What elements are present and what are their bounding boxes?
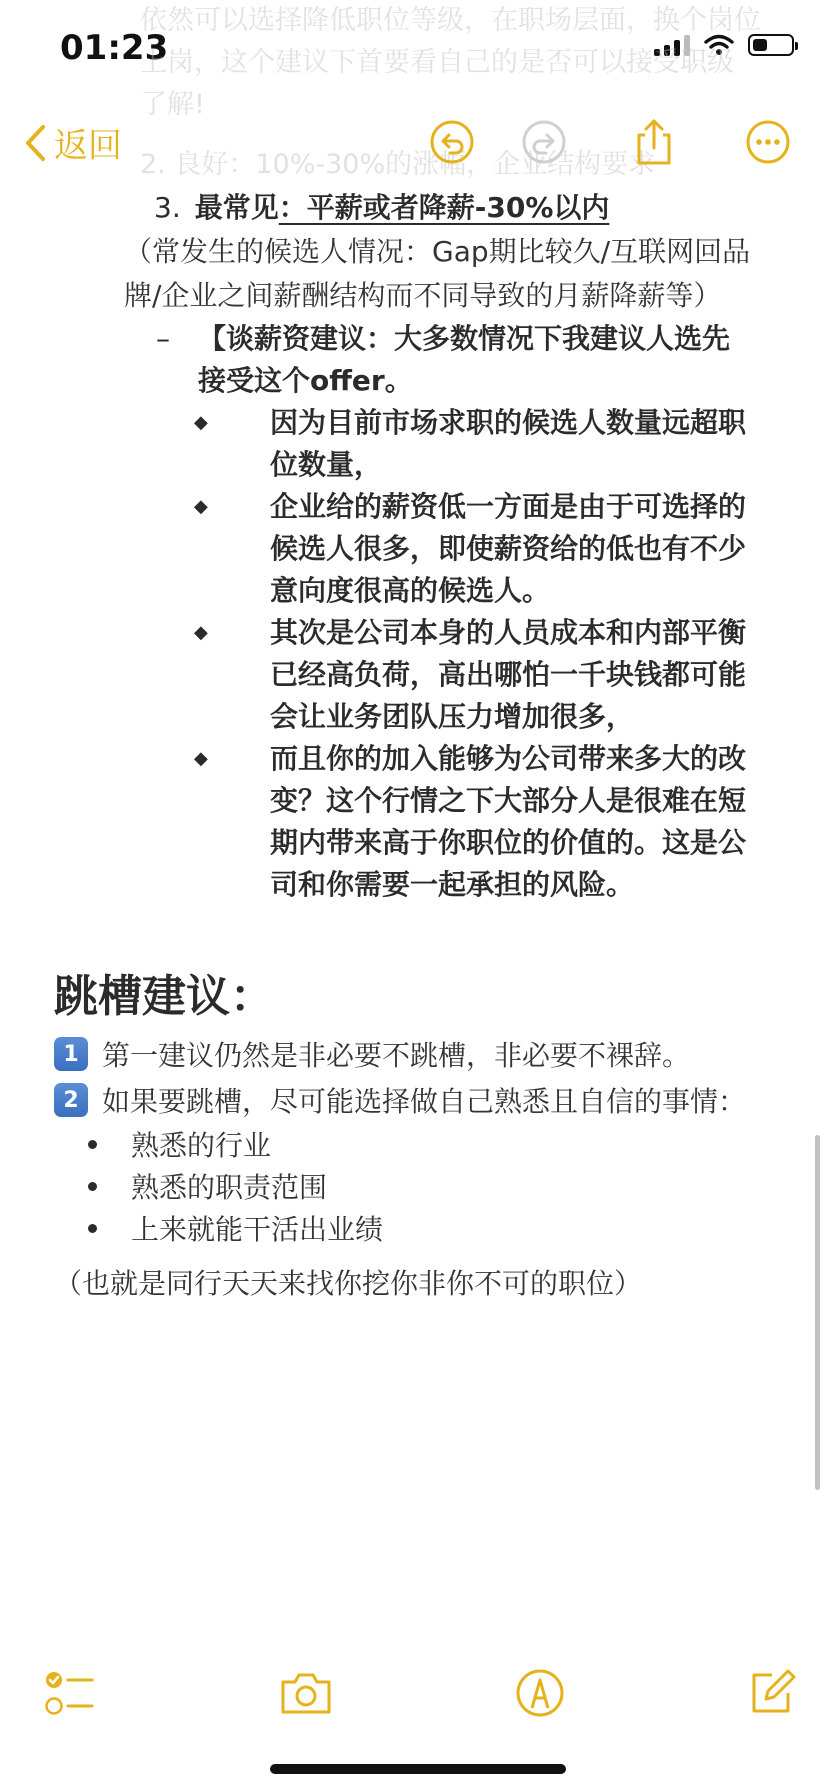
diamond-bullet-icon: ◆ — [194, 748, 208, 769]
sub-item-text: 因为目前市场求职的候选人数量远超职位数量， — [270, 406, 747, 481]
numbered-text: 如果要跳槽，尽可能选择做自己熟悉且自信的事情： — [102, 1085, 747, 1118]
sub-item-text: 其次是公司本身的人员成本和内部平衡已经高负荷，高出哪怕一千块钱都可能会让业务团队压力增加很多， — [270, 616, 747, 733]
list-lead: 最常见 — [194, 191, 279, 224]
dash-item — [156, 318, 756, 402]
bullet-dot-icon — [88, 1140, 97, 1149]
vertical-scrollbar[interactable] — [815, 1135, 820, 1490]
back-label: 返回 — [54, 126, 122, 166]
section-heading: 跳槽建议： — [54, 971, 274, 1022]
bullet-item — [88, 1208, 383, 1248]
share-icon[interactable] — [630, 118, 678, 166]
diamond-bullet-icon: ◆ — [194, 412, 208, 433]
keycap-one-icon: 1 — [54, 1037, 88, 1071]
nav-bar — [0, 100, 828, 180]
bullet-item — [88, 1124, 271, 1164]
sub-item-text: 而且你的加入能够为公司带来多大的改变？这个行情之下大部分人是很难在短期内带来高于你职位的价值的。这是公司和你需要一起承担的风险。 — [270, 742, 747, 901]
sub-item-text: 企业给的薪资低一方面是由于可选择的候选人很多，即使薪资给的低也有不少意向度很高的候选人。 — [270, 490, 747, 607]
list-number: 3. — [154, 191, 181, 224]
undo-icon[interactable] — [428, 118, 476, 166]
numbered-line — [54, 1034, 690, 1074]
markup-pen-icon[interactable] — [512, 1665, 568, 1721]
dash-mark: – — [156, 322, 170, 355]
scrolled-line: 了解! — [140, 89, 205, 120]
dash-text: 【谈薪资建议：大多数情况下我建议人选先接受这个offer。 — [198, 322, 731, 397]
compose-icon[interactable] — [744, 1665, 800, 1721]
sub-item — [194, 738, 766, 906]
list-underlined-text: ：平薪或者降薪-30%以内 — [278, 191, 610, 224]
chevron-left-icon — [24, 124, 46, 162]
scrolled-line: 上岗，这个建议下首要看自己的是否可以接受职级 — [140, 47, 734, 78]
keycap-two-icon: 2 — [54, 1083, 88, 1117]
home-indicator[interactable] — [270, 1764, 566, 1774]
numbered-line — [54, 1080, 746, 1120]
status-time: 01:23 — [60, 28, 169, 68]
closing-note: （也就是同行天天来找你挖你非你不可的职位） — [54, 1267, 643, 1300]
scrolled-line: 依然可以选择降低职位等级，在职场层面，换个岗位 — [140, 5, 761, 36]
camera-icon[interactable] — [278, 1665, 334, 1721]
paren-note: （常发生的候选人情况：Gap期比较久/互联网回品牌/企业之间薪酬结构而不同导致的月薪降薪等） — [124, 235, 751, 312]
sub-item — [194, 486, 766, 612]
checklist-icon[interactable] — [42, 1665, 98, 1721]
bullet-dot-icon — [88, 1224, 97, 1233]
diamond-bullet-icon: ◆ — [194, 622, 208, 643]
sub-item — [194, 612, 766, 738]
bullet-dot-icon — [88, 1182, 97, 1191]
bullet-text: 熟悉的职责范围 — [131, 1171, 328, 1204]
sub-item — [194, 402, 766, 486]
numbered-text: 第一建议仍然是非必要不跳槽，非必要不裸辞。 — [102, 1039, 691, 1072]
bullet-text: 上来就能干活出业绩 — [131, 1213, 384, 1246]
ordered-list-item — [154, 186, 609, 226]
more-icon[interactable] — [744, 118, 792, 166]
redo-icon[interactable] — [520, 118, 568, 166]
bullet-item — [88, 1166, 327, 1206]
back-button[interactable] — [24, 118, 122, 167]
diamond-bullet-icon: ◆ — [194, 496, 208, 517]
bullet-text: 熟悉的行业 — [131, 1129, 272, 1162]
scrolled-line: 2. 良好：10%-30%的涨幅，企业结构要求 — [140, 149, 656, 180]
